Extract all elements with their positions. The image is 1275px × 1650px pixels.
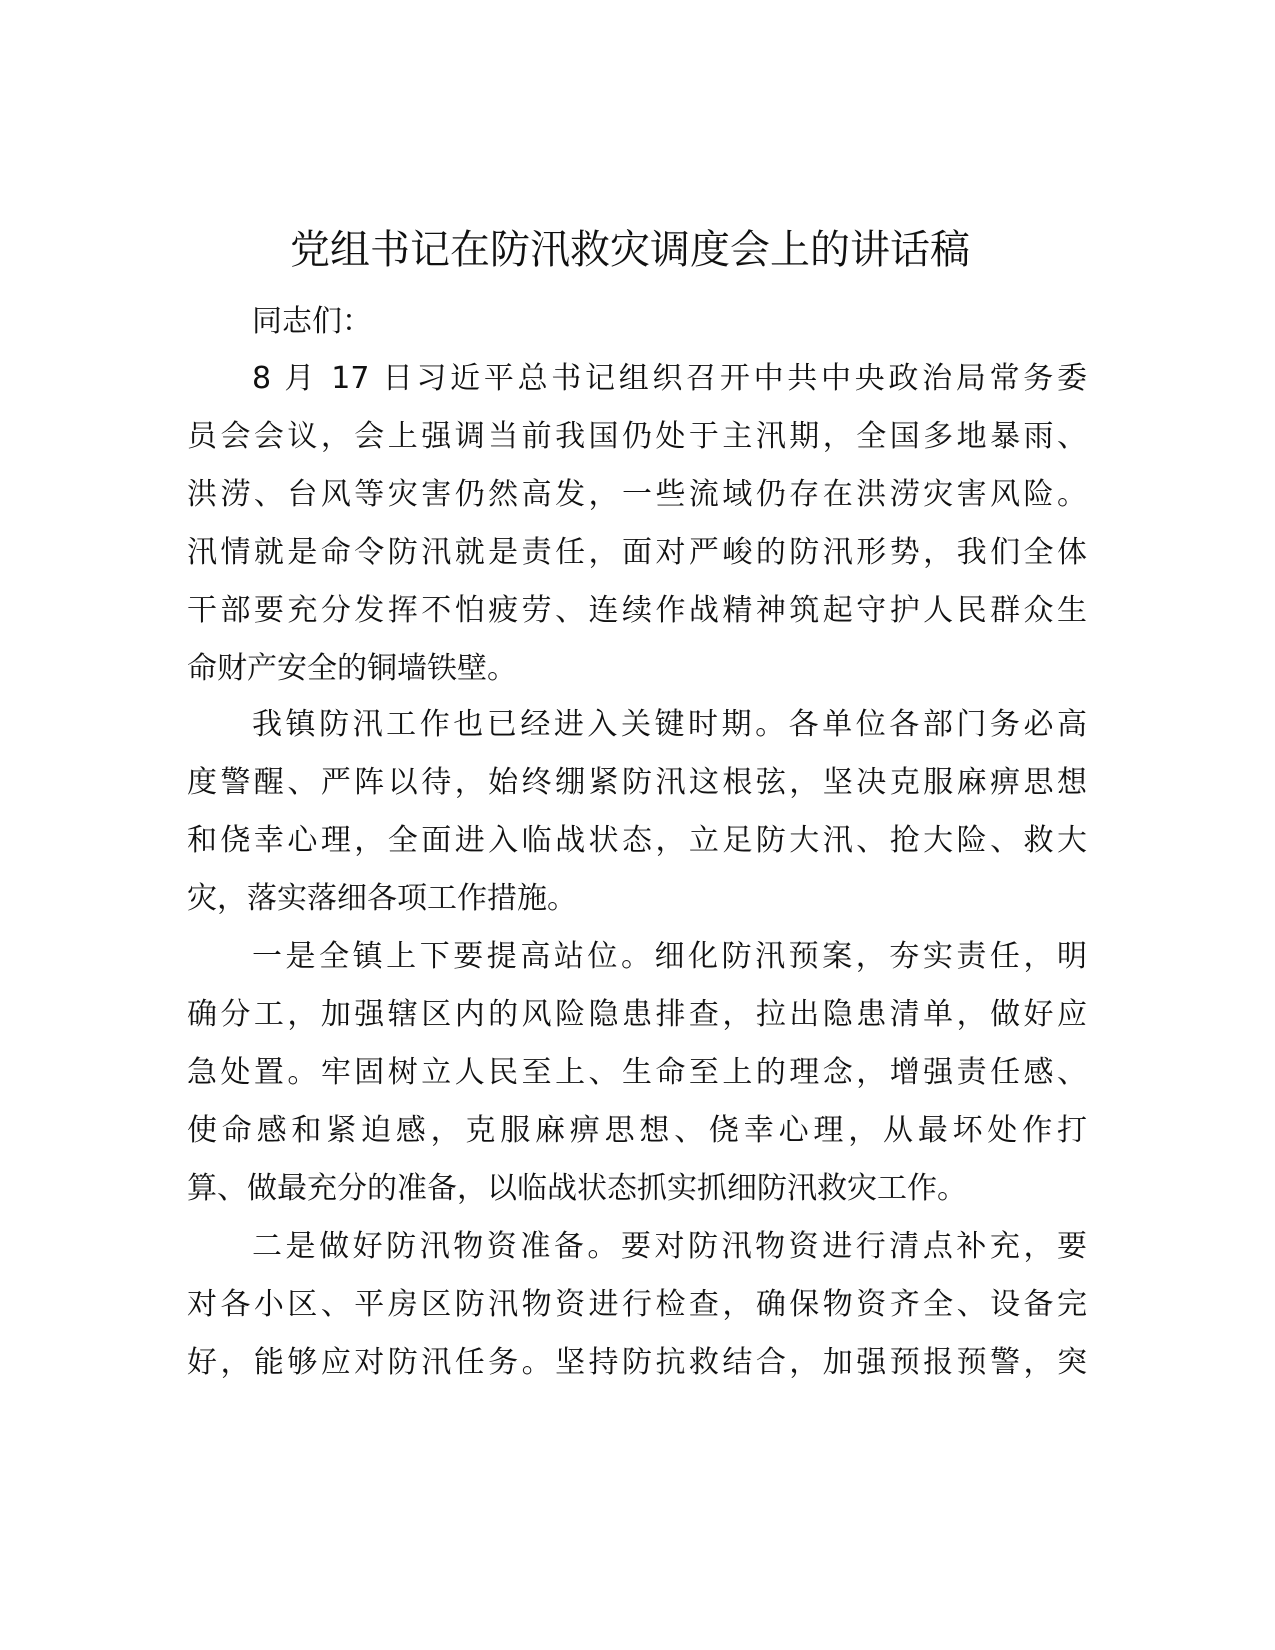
paragraph-4: [187, 1218, 1087, 1392]
paragraph-line: 度警醒、严阵以待，始终绷紧防汛这根弦，坚决克服麻痹思想: [187, 765, 1087, 800]
paragraph-line: 汛情就是命令防汛就是责任，面对严峻的防汛形势，我们全体: [187, 535, 1087, 570]
paragraph-3: [187, 928, 1087, 1218]
greeting: 同志们：: [252, 304, 372, 339]
paragraph-2: [187, 696, 1087, 928]
paragraph-1: [187, 350, 1087, 698]
paragraph-line: 员会会议，会上强调当前我国仍处于主汛期，全国多地暴雨、: [187, 419, 1087, 454]
paragraph-line: 急处置。牢固树立人民至上、生命至上的理念，增强责任感、: [187, 1055, 1087, 1090]
paragraph-line: 对各小区、平房区防汛物资进行检查，确保物资齐全、设备完: [187, 1287, 1087, 1322]
paragraph-line: 使命感和紧迫感，克服麻痹思想、侥幸心理，从最坏处作打: [187, 1113, 1087, 1148]
paragraph-line: 算、做最充分的准备，以临战状态抓实抓细防汛救灾工作。: [187, 1171, 967, 1206]
paragraph-line: 我镇防汛工作也已经进入关键时期。各单位各部门务必高: [252, 707, 1087, 742]
paragraph-line: 和侥幸心理，全面进入临战状态，立足防大汛、抢大险、救大: [187, 823, 1087, 858]
paragraph-line: 二是做好防汛物资准备。要对防汛物资进行清点补充，要: [252, 1229, 1087, 1264]
paragraph-line: 干部要充分发挥不怕疲劳、连续作战精神筑起守护人民群众生: [187, 593, 1087, 628]
paragraph-line: 8 月 17 日习近平总书记组织召开中共中央政治局常务委: [252, 361, 1087, 396]
paragraph-line: 命财产安全的铜墙铁壁。: [187, 651, 517, 686]
paragraph-line: 一是全镇上下要提高站位。细化防汛预案，夯实责任，明: [252, 939, 1087, 974]
paragraph-line: 洪涝、台风等灾害仍然高发，一些流域仍存在洪涝灾害风险。: [187, 477, 1087, 512]
paragraph-line: 好，能够应对防汛任务。坚持防抗救结合，加强预报预警，突: [187, 1345, 1087, 1380]
document-title: 党组书记在防汛救灾调度会上的讲话稿: [290, 227, 970, 273]
paragraph-line: 灾，落实落细各项工作措施。: [187, 881, 577, 916]
paragraph-line: 确分工，加强辖区内的风险隐患排查，拉出隐患清单，做好应: [187, 997, 1087, 1032]
